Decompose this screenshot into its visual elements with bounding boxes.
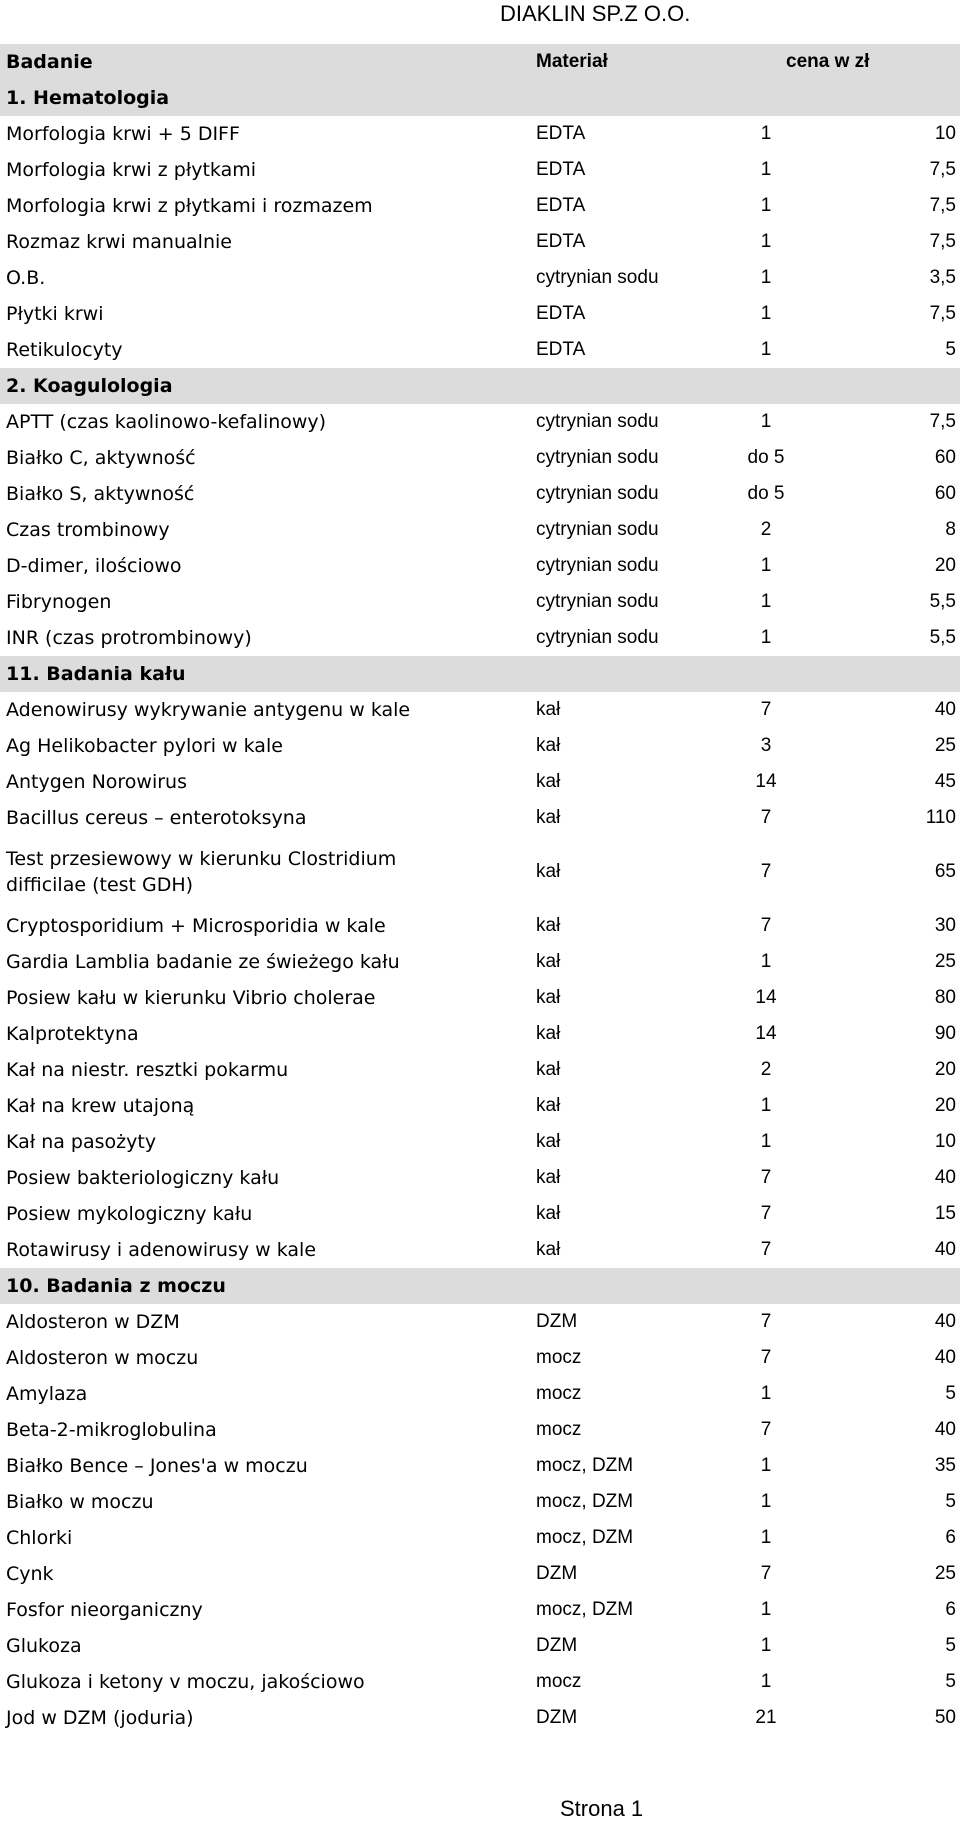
material: EDTA: [536, 231, 586, 252]
material: kał: [536, 1095, 561, 1116]
turnaround-days: 7: [760, 1347, 772, 1368]
table-row: [0, 1484, 960, 1520]
table-row: [0, 224, 960, 260]
price: 30: [934, 915, 956, 936]
section-header: [0, 656, 960, 692]
material: cytrynian sodu: [536, 555, 659, 576]
material: mocz, DZM: [536, 1455, 634, 1476]
test-name: Morfologia krwi z płytkami i rozmazem: [6, 195, 373, 217]
section-title: 1. Hematologia: [6, 87, 170, 109]
table-row: [0, 1700, 960, 1736]
company-name: DIAKLIN SP.Z O.O.: [500, 1, 691, 26]
test-name: Kalprotektyna: [6, 1023, 139, 1045]
table-row: [0, 404, 960, 440]
table-row: [0, 548, 960, 584]
material: EDTA: [536, 195, 586, 216]
price: 35: [934, 1455, 956, 1476]
test-name: Posiew bakteriologiczny kału: [6, 1167, 280, 1189]
test-name: Glukoza: [6, 1635, 82, 1657]
price: 5: [945, 339, 956, 360]
table-row: [0, 764, 960, 800]
material: mocz: [536, 1671, 582, 1692]
price: 7,5: [929, 411, 956, 432]
material: mocz: [536, 1347, 582, 1368]
material: kał: [536, 1203, 561, 1224]
test-name: Bacillus cereus – enterotoksyna: [6, 807, 307, 829]
table-row: [0, 1664, 960, 1700]
test-name: Aldosteron w moczu: [6, 1347, 199, 1369]
material: cytrynian sodu: [536, 483, 659, 504]
test-name: Morfologia krwi + 5 DIFF: [6, 123, 240, 145]
table-row: [0, 1556, 960, 1592]
test-name: Chlorki: [6, 1527, 73, 1549]
table-row: [0, 1628, 960, 1664]
price: 10: [934, 1131, 956, 1152]
table-row: [0, 1412, 960, 1448]
turnaround-days: 2: [760, 519, 772, 540]
material: kał: [536, 1059, 561, 1080]
price: 40: [934, 1419, 956, 1440]
test-name: Gardia Lamblia badanie ze świeżego kału: [6, 951, 400, 973]
price: 7,5: [929, 195, 956, 216]
turnaround-days: 3: [760, 735, 772, 756]
turnaround-days: 1: [760, 303, 772, 324]
page-number: Strona 1: [560, 1796, 644, 1821]
table-row: [0, 296, 960, 332]
table-row: [0, 1016, 960, 1052]
table-row: [0, 260, 960, 296]
test-name: Cynk: [6, 1563, 54, 1585]
column-header-price: cena w zł: [786, 51, 870, 72]
price: 7,5: [929, 231, 956, 252]
price: 8: [945, 519, 956, 540]
turnaround-days: 1: [760, 951, 772, 972]
material: cytrynian sodu: [536, 267, 659, 288]
turnaround-days: 1: [760, 195, 772, 216]
test-name: Białko S, aktywność: [6, 483, 195, 505]
test-name: Rozmaz krwi manualnie: [6, 231, 232, 253]
table-row: [0, 1376, 960, 1412]
table-row: [0, 188, 960, 224]
turnaround-days: 1: [760, 339, 772, 360]
test-name: Beta-2-mikroglobulina: [6, 1419, 217, 1441]
table-row: [0, 800, 960, 836]
test-name: Fosfor nieorganiczny: [6, 1599, 203, 1621]
price: 5,5: [929, 591, 956, 612]
price: 60: [934, 483, 956, 504]
material: kał: [536, 915, 561, 936]
table-row: [0, 512, 960, 548]
material: kał: [536, 1023, 561, 1044]
price: 50: [934, 1707, 956, 1728]
table-row: [0, 1232, 960, 1268]
material: EDTA: [536, 339, 586, 360]
test-name: Amylaza: [6, 1383, 88, 1405]
turnaround-days: 1: [760, 1599, 772, 1620]
material: mocz: [536, 1383, 582, 1404]
section-title: 11. Badania kału: [6, 663, 186, 685]
material: EDTA: [536, 123, 586, 144]
turnaround-days: 7: [760, 1167, 772, 1188]
table-row: [0, 1448, 960, 1484]
material: DZM: [536, 1563, 578, 1584]
test-name: Morfologia krwi z płytkami: [6, 159, 257, 181]
turnaround-days: 2: [760, 1059, 772, 1080]
price: 40: [934, 699, 956, 720]
price: 40: [934, 1311, 956, 1332]
test-name: Czas trombinowy: [6, 519, 170, 541]
table-row: [0, 1052, 960, 1088]
turnaround-days: 14: [755, 1023, 777, 1044]
table-row: [0, 584, 960, 620]
table-row: [0, 980, 960, 1016]
material: kał: [536, 735, 561, 756]
table-row: [0, 836, 960, 908]
section-header: [0, 80, 960, 116]
section-header: [0, 1268, 960, 1304]
table-body: [0, 80, 960, 1736]
test-name: Cryptosporidium + Microsporidia w kale: [6, 915, 386, 937]
column-header-material: Materiał: [536, 51, 608, 72]
table-row: [0, 440, 960, 476]
table-row: [0, 1196, 960, 1232]
test-name: Płytki krwi: [6, 303, 104, 325]
material: cytrynian sodu: [536, 627, 659, 648]
material: cytrynian sodu: [536, 447, 659, 468]
turnaround-days: 1: [760, 231, 772, 252]
test-name: Białko w moczu: [6, 1491, 154, 1513]
test-name: Posiew mykologiczny kału: [6, 1203, 253, 1225]
material: mocz: [536, 1419, 582, 1440]
turnaround-days: do 5: [747, 483, 785, 504]
column-header-test: Badanie: [6, 51, 93, 73]
turnaround-days: 1: [760, 1095, 772, 1116]
test-name: Kał na pasożyty: [6, 1131, 157, 1153]
test-name: Białko Bence – Jones'a w moczu: [6, 1455, 308, 1477]
table-row: [0, 944, 960, 980]
table-row: [0, 908, 960, 944]
table-row: [0, 1124, 960, 1160]
test-name: Kał na krew utajoną: [6, 1095, 195, 1117]
price: 40: [934, 1239, 956, 1260]
price: 7,5: [929, 159, 956, 180]
section-title: 10. Badania z moczu: [6, 1275, 226, 1297]
test-name: APTT (czas kaolinowo-kefalinowy): [6, 411, 327, 433]
turnaround-days: 14: [755, 771, 777, 792]
material: kał: [536, 1167, 561, 1188]
turnaround-days: 7: [760, 1239, 772, 1260]
turnaround-days: 21: [755, 1707, 777, 1728]
material: DZM: [536, 1635, 578, 1656]
turnaround-days: 14: [755, 987, 777, 1008]
table-row: [0, 620, 960, 656]
table-row: [0, 1340, 960, 1376]
turnaround-days: 1: [760, 159, 772, 180]
test-name: Antygen Norowirus: [6, 771, 187, 793]
turnaround-days: 7: [760, 699, 772, 720]
test-name: Adenowirusy wykrywanie antygenu w kale: [6, 699, 411, 721]
test-name: Test przesiewowy w kierunku Clostridium difficilae (test GDH): [6, 848, 397, 896]
material: kał: [536, 987, 561, 1008]
material: kał: [536, 771, 561, 792]
price: 5: [945, 1491, 956, 1512]
table-row: [0, 1088, 960, 1124]
price: 45: [934, 771, 956, 792]
turnaround-days: 1: [760, 123, 772, 144]
table-row: [0, 152, 960, 188]
test-name: O.B.: [6, 267, 46, 289]
price: 20: [934, 1095, 956, 1116]
price: 25: [934, 1563, 956, 1584]
material: kał: [536, 861, 561, 882]
test-name: Ag Helikobacter pylori w kale: [6, 735, 283, 757]
section-title: 2. Koagulologia: [6, 375, 173, 397]
price: 6: [945, 1599, 956, 1620]
turnaround-days: 7: [760, 1419, 772, 1440]
test-name: INR (czas protrombinowy): [6, 627, 252, 649]
test-name: Rotawirusy i adenowirusy w kale: [6, 1239, 317, 1261]
price: 25: [934, 735, 956, 756]
test-name: D-dimer, ilościowo: [6, 555, 182, 577]
price: 10: [934, 123, 956, 144]
material: mocz, DZM: [536, 1599, 634, 1620]
material: cytrynian sodu: [536, 591, 659, 612]
price: 15: [934, 1203, 956, 1224]
table-row: [0, 1520, 960, 1556]
price: 3,5: [929, 267, 956, 288]
price: 20: [934, 1059, 956, 1080]
material: DZM: [536, 1311, 578, 1332]
turnaround-days: 7: [760, 807, 772, 828]
test-name: Jod w DZM (joduria): [6, 1707, 194, 1729]
price: 5: [945, 1671, 956, 1692]
turnaround-days: 1: [760, 1491, 772, 1512]
test-name: Glukoza i ketony v moczu, jakościowo: [6, 1671, 365, 1693]
price: 5: [945, 1635, 956, 1656]
price: 40: [934, 1167, 956, 1188]
turnaround-days: 7: [760, 1563, 772, 1584]
table-row: [0, 476, 960, 512]
price: 7,5: [929, 303, 956, 324]
test-name: Posiew kału w kierunku Vibrio cholerae: [6, 987, 376, 1009]
material: EDTA: [536, 159, 586, 180]
material: kał: [536, 807, 561, 828]
table-row: [0, 728, 960, 764]
table-row: [0, 1160, 960, 1196]
material: kał: [536, 699, 561, 720]
price: 40: [934, 1347, 956, 1368]
section-header: [0, 368, 960, 404]
turnaround-days: 1: [760, 555, 772, 576]
material: cytrynian sodu: [536, 519, 659, 540]
test-name: Aldosteron w DZM: [6, 1311, 180, 1333]
price-table: [0, 44, 960, 1736]
material: kał: [536, 1131, 561, 1152]
turnaround-days: 1: [760, 1131, 772, 1152]
material: cytrynian sodu: [536, 411, 659, 432]
material: kał: [536, 951, 561, 972]
price: 6: [945, 1527, 956, 1548]
turnaround-days: 1: [760, 267, 772, 288]
turnaround-days: 7: [760, 861, 772, 882]
turnaround-days: 7: [760, 1203, 772, 1224]
turnaround-days: 1: [760, 627, 772, 648]
material: DZM: [536, 1707, 578, 1728]
price: 20: [934, 555, 956, 576]
table-row: [0, 1592, 960, 1628]
material: EDTA: [536, 303, 586, 324]
table-row: [0, 692, 960, 728]
turnaround-days: 7: [760, 1311, 772, 1332]
price: 80: [934, 987, 956, 1008]
table-row: [0, 332, 960, 368]
material: kał: [536, 1239, 561, 1260]
table-row: [0, 116, 960, 152]
price: 110: [925, 807, 956, 828]
material: mocz, DZM: [536, 1527, 634, 1548]
price: 60: [934, 447, 956, 468]
price: 25: [934, 951, 956, 972]
price: 5,5: [929, 627, 956, 648]
turnaround-days: 1: [760, 1635, 772, 1656]
table-row: [0, 1304, 960, 1340]
price: 5: [945, 1383, 956, 1404]
test-name: Fibrynogen: [6, 591, 112, 613]
test-name: Retikulocyty: [6, 339, 123, 361]
test-name: Białko C, aktywność: [6, 447, 196, 469]
turnaround-days: do 5: [747, 447, 785, 468]
turnaround-days: 1: [760, 591, 772, 612]
turnaround-days: 1: [760, 1671, 772, 1692]
material: mocz, DZM: [536, 1491, 634, 1512]
turnaround-days: 1: [760, 1527, 772, 1548]
price: 90: [934, 1023, 956, 1044]
test-name: Kał na niestr. resztki pokarmu: [6, 1059, 289, 1081]
turnaround-days: 1: [760, 411, 772, 432]
price: 65: [934, 861, 956, 882]
turnaround-days: 1: [760, 1455, 772, 1476]
table-header: [0, 44, 960, 80]
turnaround-days: 7: [760, 915, 772, 936]
turnaround-days: 1: [760, 1383, 772, 1404]
